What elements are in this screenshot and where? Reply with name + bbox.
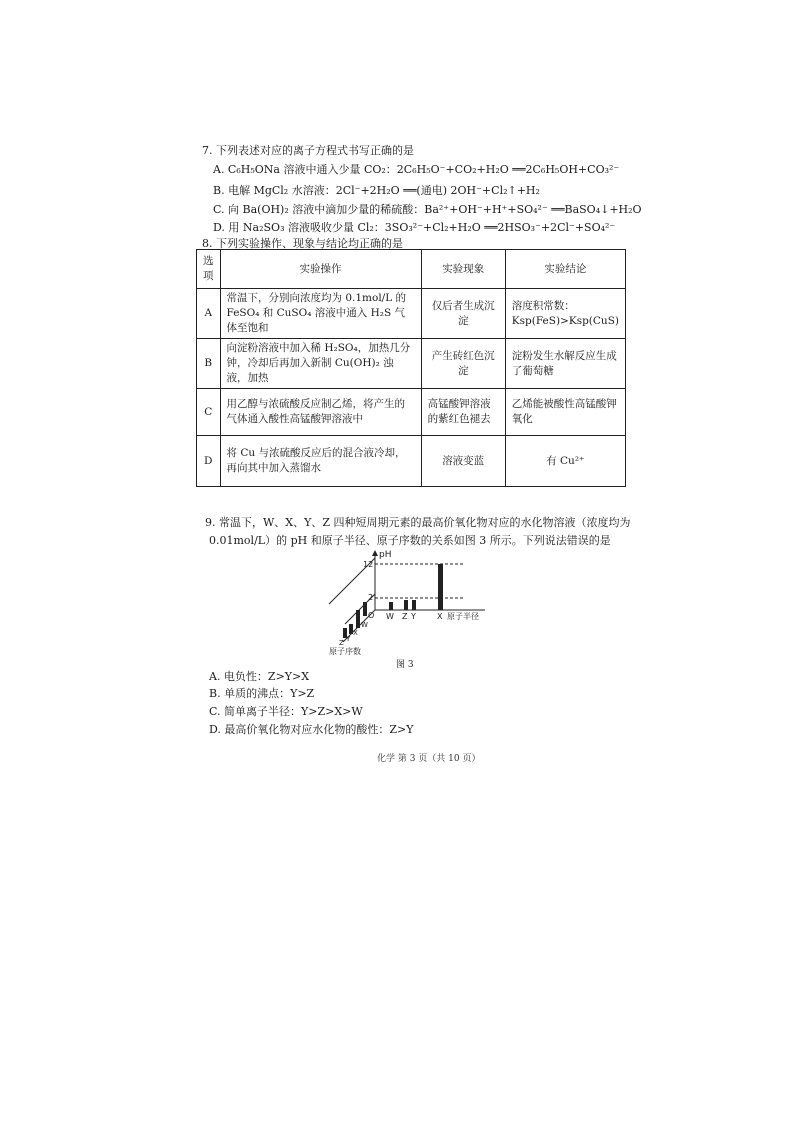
number-label-y: Y: [346, 635, 351, 643]
bar-w-radius: [389, 602, 393, 610]
row-phenomenon: 溶液变蓝: [421, 436, 505, 487]
number-label-z: Z: [339, 639, 344, 647]
bar-x-number: [356, 610, 360, 628]
header-operation: 实验操作: [220, 250, 421, 289]
figure-caption: 图 3: [396, 660, 414, 670]
q9-choice-d: D. 最高价氧化物对应水化物的酸性：Z>Y: [209, 723, 414, 736]
bar-w-number: [363, 602, 367, 616]
q9-choice-b: B. 单质的沸点：Y>Z: [209, 687, 315, 700]
radius-label-x: X: [437, 612, 443, 621]
table-row: [197, 389, 626, 436]
q7-title: 7. 下列表述对应的离子方程式书写正确的是: [202, 144, 414, 157]
row-operation: 常温下，分别向浓度均为 0.1mol/L 的 FeSO₄ 和 CuSO₄ 溶液中通入 H₂S 气体至饱和: [220, 289, 421, 339]
row-conclusion: 有 Cu²⁺: [505, 436, 625, 487]
radius-label-y: Y: [411, 612, 416, 621]
header-phenomenon: 实验现象: [421, 250, 505, 289]
row-conclusion: 溶度积常数：Ksp(FeS)>Ksp(CuS): [505, 289, 625, 339]
experiment-table: [196, 249, 626, 487]
q9-line1: 9. 常温下，W、X、Y、Z 四种短周期元素的最高价氧化物对应的水化物溶液（浓度均为: [205, 516, 631, 529]
bar-z-radius: [404, 600, 408, 610]
row-option: C: [197, 389, 221, 436]
table-row: [197, 436, 626, 487]
row-phenomenon: 仅后者生成沉淀: [421, 289, 505, 339]
number-label-w: W: [361, 621, 368, 629]
header-option: 选项: [197, 250, 221, 289]
row-phenomenon: 高锰酸钾溶液的紫红色褪去: [421, 389, 505, 436]
q8-title: 8. 下列实验操作、现象与结论均正确的是: [202, 237, 403, 250]
header-conclusion: 实验结论: [505, 250, 625, 289]
axis-radius-label: 原子半径: [447, 612, 479, 621]
row-operation: 将 Cu 与浓硫酸反应后的混合液冷却，再向其中加入蒸馏水: [220, 436, 421, 487]
row-phenomenon: 产生砖红色沉淀: [421, 339, 505, 389]
bar-y-radius: [412, 600, 416, 610]
row-conclusion: 淀粉发生水解反应生成了葡萄糖: [505, 339, 625, 389]
axis-number-label: 原子序数: [329, 647, 361, 656]
q7-option-c: C. 向 Ba(OH)₂ 溶液中滴加少量的稀硫酸：Ba²⁺+OH⁻+H⁺+SO₄²⁻ ══BaSO₄↓+H₂O: [213, 203, 642, 216]
number-label-x: X: [353, 629, 358, 637]
table-row: [197, 289, 626, 339]
table-header-row: [197, 250, 626, 289]
row-option: D: [197, 436, 221, 487]
axis-ph-label: pH: [379, 550, 392, 560]
row-option: B: [197, 339, 221, 389]
tick-2: 2: [368, 593, 374, 602]
page-footer: 化学 第 3 页（共 10 页）: [377, 754, 481, 764]
row-operation: 向淀粉溶液中加入稀 H₂SO₄，加热几分钟，冷却后再加入新制 Cu(OH)₂ 浊液，加热: [220, 339, 421, 389]
q7-option-d: D. 用 Na₂SO₃ 溶液吸收少量 Cl₂：3SO₃²⁻+Cl₂+H₂O ══2HSO₃⁻+2Cl⁻+SO₄²⁻: [213, 221, 616, 234]
figure-3: [325, 548, 525, 658]
bar-x-radius: [438, 564, 443, 610]
origin-label: O: [368, 611, 375, 620]
row-operation: 用乙醇与浓硫酸反应制乙烯，将产生的气体通入酸性高锰酸钾溶液中: [220, 389, 421, 436]
row-conclusion: 乙烯能被酸性高锰酸钾氧化: [505, 389, 625, 436]
q7-option-b: B. 电解 MgCl₂ 水溶液：2Cl⁻+2H₂O ══(通电) 2OH⁻+Cl₂↑+H₂: [213, 184, 540, 197]
tick-12: 12: [363, 560, 374, 569]
row-option: A: [197, 289, 221, 339]
radius-label-w: W: [386, 612, 394, 621]
q9-choice-a: A. 电负性：Z>Y>X: [209, 670, 310, 683]
table-row: [197, 339, 626, 389]
q9-line2: 0.01mol/L）的 pH 和原子半径、原子序数的关系如图 3 所示。下列说法错误的是: [209, 534, 611, 547]
radius-label-z: Z: [402, 612, 408, 621]
q9-choice-c: C. 简单离子半径：Y>Z>X>W: [209, 705, 363, 718]
q7-option-a: A. C₆H₅ONa 溶液中通入少量 CO₂：2C₆H₅O⁻+CO₂+H₂O ══2C₆H₅OH+CO₃²⁻: [213, 163, 620, 176]
